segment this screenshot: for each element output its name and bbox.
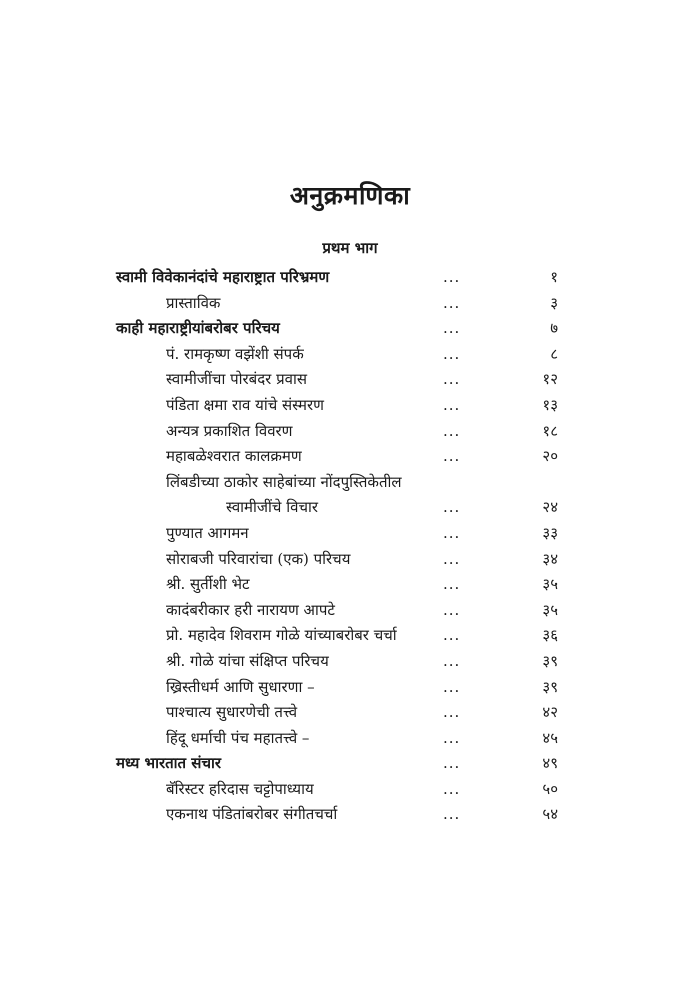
toc-entry (0, 521, 700, 547)
page-title: अनुक्रमणिका (289, 181, 411, 210)
toc-entry-dots: ... (443, 600, 461, 619)
toc-entry-dots: ... (443, 805, 461, 824)
toc-entry-page: ५४ (542, 805, 558, 824)
toc-entry-page: ४९ (542, 754, 558, 773)
toc-entry-label: श्री. गोळे यांचा संक्षिप्त परिचय (166, 651, 329, 670)
toc-entry (0, 649, 700, 675)
toc-entry (0, 675, 700, 701)
toc-entry-page: २० (542, 447, 558, 466)
toc-entry-dots: ... (443, 395, 461, 414)
toc-entry-label: एकनाथ पंडितांबरोबर संगीतचर्चा (166, 805, 338, 824)
toc-entry-dots: ... (443, 370, 461, 389)
toc-entry-dots: ... (443, 293, 461, 312)
toc-entry (0, 367, 700, 393)
toc-entry-page: ७ (550, 319, 558, 338)
toc-entry (0, 265, 700, 291)
toc-entry-label: लिंबडीच्या ठाकोर साहेबांच्या नोंदपुस्तिकेतील (166, 472, 402, 491)
toc-entry-dots: ... (443, 651, 461, 670)
toc-entry (0, 700, 700, 726)
toc-entry-label: बॅरिस्टर हरिदास चट्टोपाध्याय (166, 779, 314, 798)
toc-entry-page: ५० (542, 779, 558, 798)
toc-entry (0, 802, 700, 828)
toc-entry-page: ३३ (542, 523, 558, 542)
toc-entry-dots: ... (443, 626, 461, 645)
toc-entry-dots: ... (443, 268, 461, 286)
toc-entry (0, 393, 700, 419)
toc-entry (0, 419, 700, 445)
toc-entry-dots: ... (443, 498, 461, 517)
toc-entry-label: स्वामी विवेकानंदांचे महाराष्ट्रात परिभ्रमण (116, 268, 330, 286)
toc-entry-dots: ... (443, 728, 461, 747)
toc-entry-label: पुण्यात आगमन (166, 523, 249, 542)
toc-entry-label: पाश्चात्य सुधारणेची तत्त्वे (166, 703, 298, 722)
toc-entry (0, 470, 700, 496)
toc-entry (0, 342, 700, 368)
toc-entry-page: ३६ (542, 626, 558, 645)
toc-entry (0, 444, 700, 470)
toc-entry-dots: ... (443, 447, 461, 466)
toc-entry-page: ३४ (542, 549, 558, 568)
toc-entry-label: पं. रामकृष्ण वझेंशी संपर्क (166, 344, 304, 363)
toc-entry (0, 751, 700, 777)
toc-entry-dots: ... (443, 754, 461, 773)
table-of-contents (0, 265, 700, 828)
toc-entry (0, 316, 700, 342)
toc-entry (0, 495, 700, 521)
toc-entry (0, 572, 700, 598)
toc-entry-label: पंडिता क्षमा राव यांचे संस्मरण (166, 395, 324, 414)
toc-entry-dots: ... (443, 677, 461, 696)
toc-entry-label: स्वामीजींचे विचार (226, 498, 318, 517)
toc-entry (0, 291, 700, 317)
toc-entry-dots: ... (443, 319, 461, 338)
toc-entry-label: श्री. सुर्तीशी भेट (166, 575, 250, 594)
toc-entry-dots: ... (443, 779, 461, 798)
toc-entry-page: १८ (542, 421, 558, 440)
toc-entry-dots: ... (443, 344, 461, 363)
toc-entry-label: महाबळेश्वरात कालक्रमण (166, 447, 302, 466)
toc-entry-page: ३९ (542, 677, 558, 696)
toc-entry-page: ८ (550, 344, 558, 363)
part-heading: प्रथम भाग (322, 239, 378, 257)
toc-entry-page: २४ (542, 498, 558, 517)
toc-entry (0, 623, 700, 649)
toc-entry-label: काही महाराष्ट्रीयांबरोबर परिचय (116, 319, 280, 338)
toc-entry-page: १ (550, 268, 558, 286)
toc-entry-label: प्रास्ताविक (166, 293, 221, 312)
toc-entry-dots: ... (443, 703, 461, 722)
toc-entry-page: ४२ (542, 703, 558, 722)
toc-entry-page: ३ (550, 293, 558, 312)
toc-entry (0, 726, 700, 752)
toc-entry-dots: ... (443, 523, 461, 542)
toc-entry (0, 777, 700, 803)
toc-entry-label: हिंदू धर्माची पंच महातत्त्वे – (166, 728, 310, 747)
toc-entry-page: १३ (542, 395, 558, 414)
toc-entry-dots: ... (443, 421, 461, 440)
toc-entry (0, 547, 700, 573)
toc-entry (0, 598, 700, 624)
toc-entry-page: ३५ (542, 600, 558, 619)
toc-entry-page: १२ (542, 370, 558, 389)
toc-entry-label: सोराबजी परिवारांचा (एक) परिचय (166, 549, 351, 568)
toc-entry-label: स्वामीजींचा पोरबंदर प्रवास (166, 370, 307, 389)
toc-entry-dots: ... (443, 575, 461, 594)
toc-entry-page: ४५ (542, 728, 558, 747)
toc-entry-label: कादंबरीकार हरी नारायण आपटे (166, 600, 335, 619)
toc-entry-label: अन्यत्र प्रकाशित विवरण (166, 421, 293, 440)
toc-entry-page: ३५ (542, 575, 558, 594)
toc-entry-page: ३९ (542, 651, 558, 670)
toc-entry-label: प्रो. महादेव शिवराम गोळे यांच्याबरोबर चर्चा (166, 626, 397, 645)
toc-entry-dots: ... (443, 549, 461, 568)
toc-entry-label: ख्रिस्तीधर्म आणि सुधारणा – (166, 677, 315, 696)
toc-entry-label: मध्य भारतात संचार (116, 754, 221, 773)
